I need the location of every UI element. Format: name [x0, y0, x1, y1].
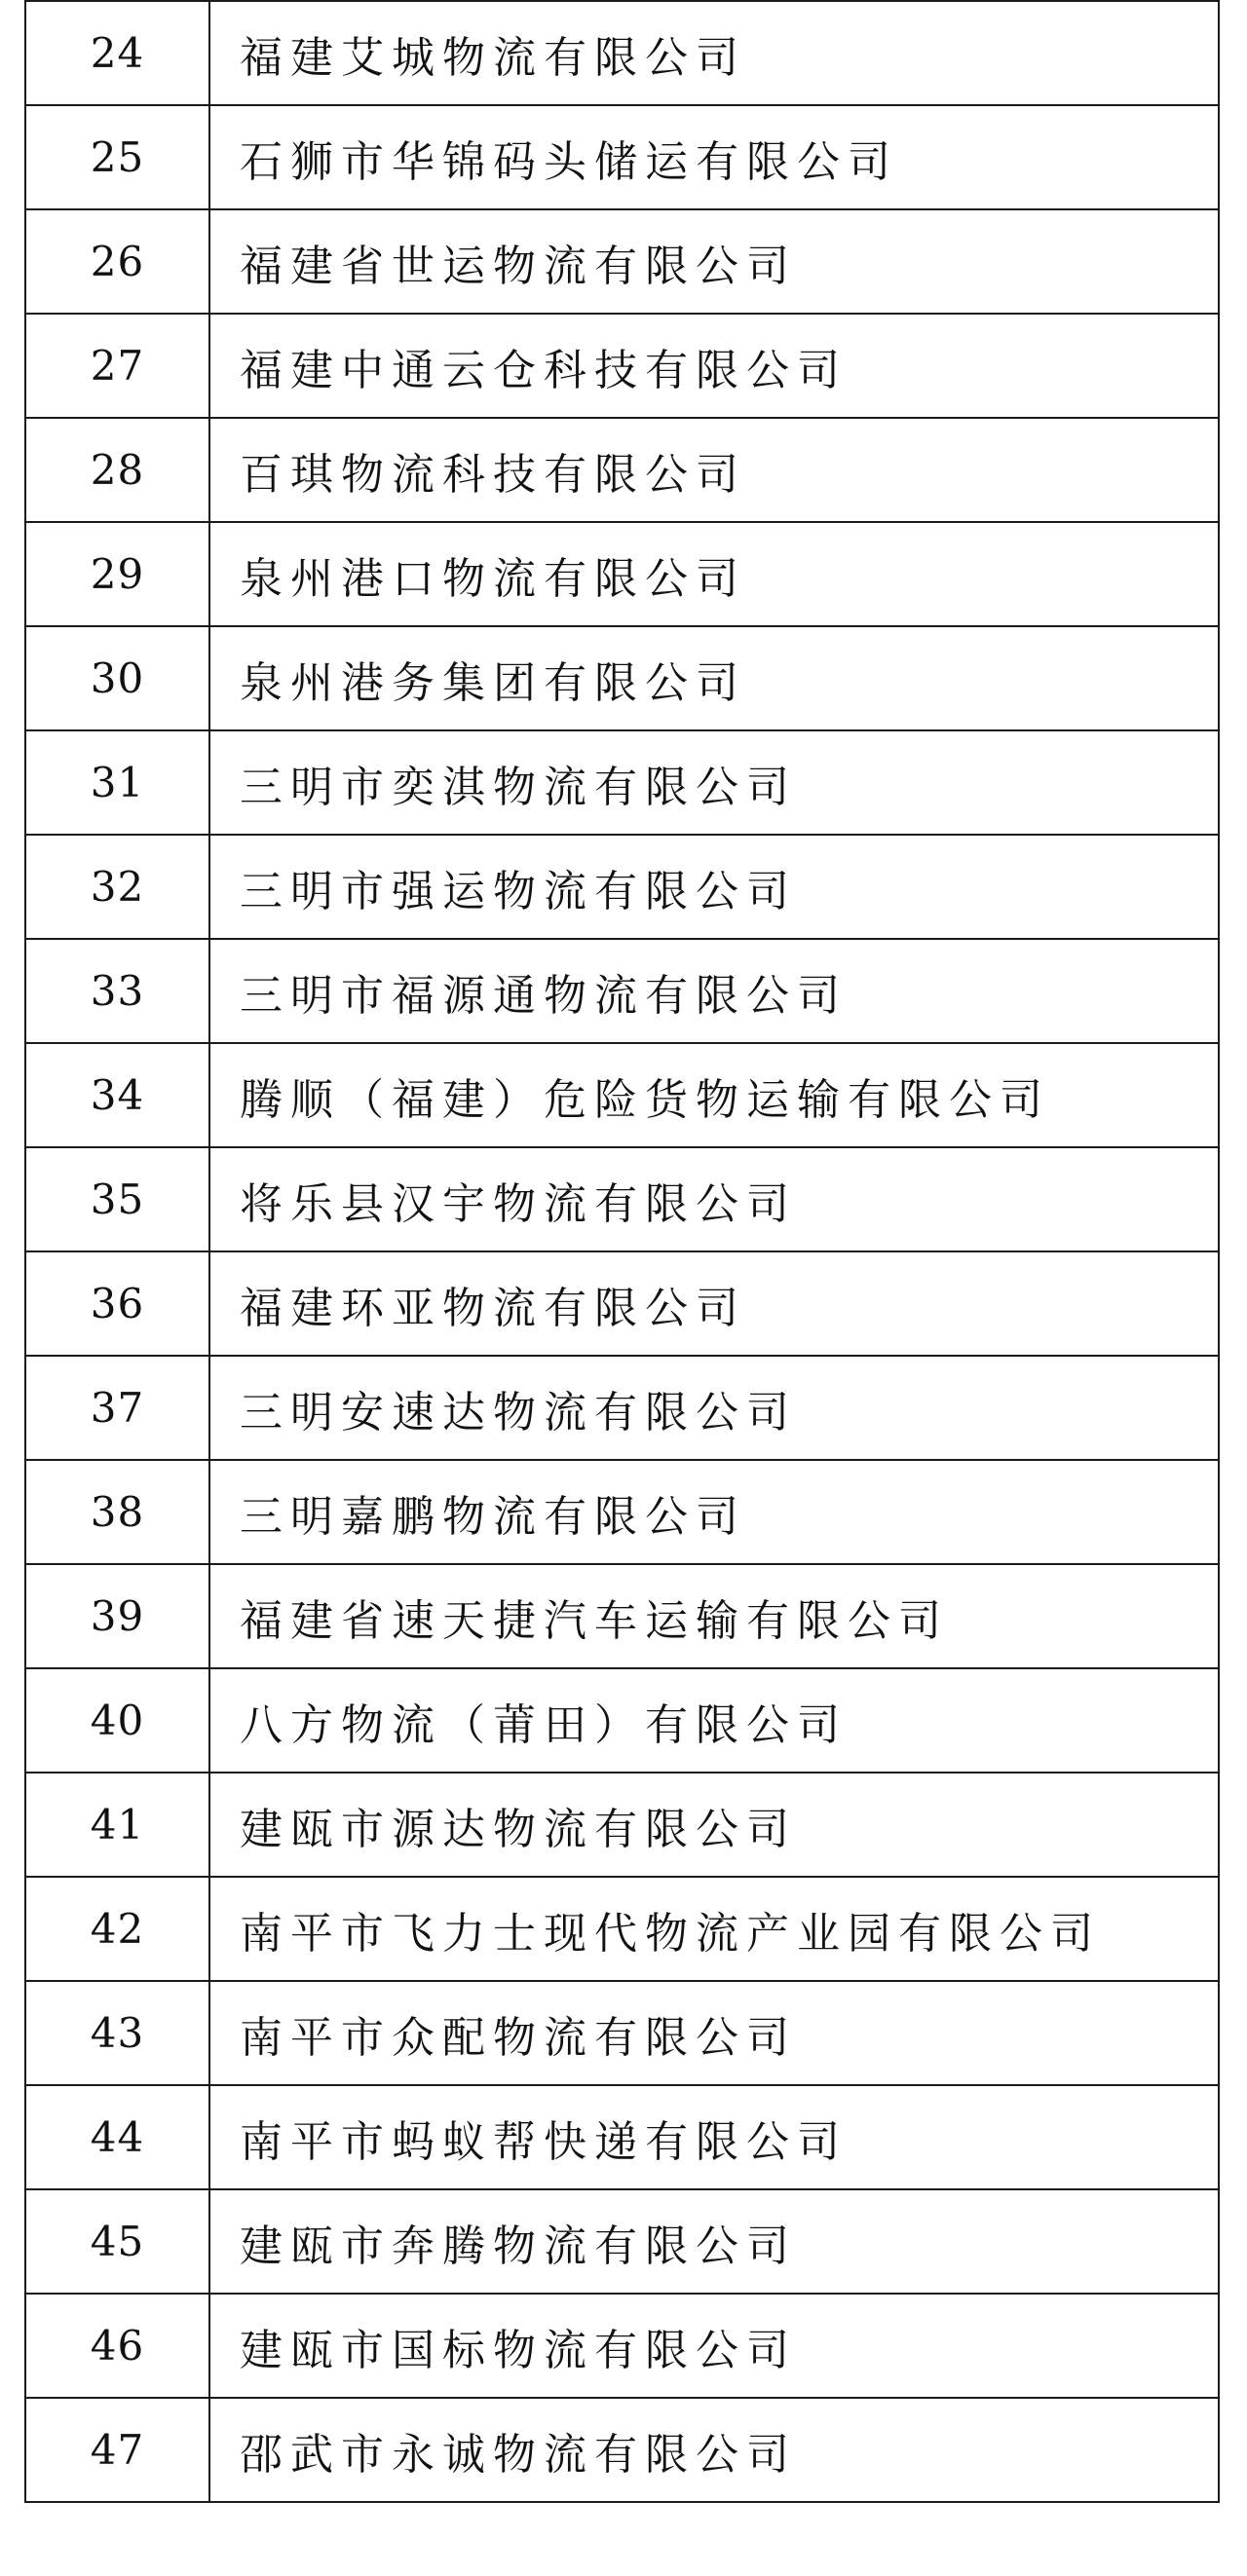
row-number: 47	[25, 2398, 209, 2502]
table-row	[25, 418, 1219, 522]
table-row	[25, 1147, 1219, 1251]
table-row	[25, 1356, 1219, 1460]
row-number: 37	[25, 1356, 209, 1460]
row-number: 36	[25, 1251, 209, 1356]
company-name: 石狮市华锦码头储运有限公司	[209, 105, 1219, 209]
company-name: 腾顺（福建）危险货物运输有限公司	[209, 1043, 1219, 1147]
company-name: 三明市强运物流有限公司	[209, 835, 1219, 939]
table-row	[25, 1564, 1219, 1668]
table-row	[25, 730, 1219, 835]
company-name: 南平市众配物流有限公司	[209, 1981, 1219, 2085]
table-row	[25, 1, 1219, 105]
table-row	[25, 1773, 1219, 1877]
company-name: 将乐县汉宇物流有限公司	[209, 1147, 1219, 1251]
row-number: 30	[25, 626, 209, 730]
row-number: 33	[25, 939, 209, 1043]
company-name: 三明嘉鹏物流有限公司	[209, 1460, 1219, 1564]
row-number: 31	[25, 730, 209, 835]
row-number: 41	[25, 1773, 209, 1877]
company-name: 福建省世运物流有限公司	[209, 209, 1219, 314]
company-name: 八方物流（莆田）有限公司	[209, 1668, 1219, 1773]
row-number: 26	[25, 209, 209, 314]
company-name: 福建省速天捷汽车运输有限公司	[209, 1564, 1219, 1668]
table-row	[25, 1460, 1219, 1564]
table-row	[25, 1043, 1219, 1147]
row-number: 39	[25, 1564, 209, 1668]
row-number: 25	[25, 105, 209, 209]
company-name: 百琪物流科技有限公司	[209, 418, 1219, 522]
company-name: 泉州港口物流有限公司	[209, 522, 1219, 626]
company-name: 南平市蚂蚁帮快递有限公司	[209, 2085, 1219, 2189]
company-name: 三明安速达物流有限公司	[209, 1356, 1219, 1460]
table-row	[25, 105, 1219, 209]
table-row	[25, 2189, 1219, 2294]
row-number: 43	[25, 1981, 209, 2085]
company-name: 三明市福源通物流有限公司	[209, 939, 1219, 1043]
company-table-body	[25, 1, 1219, 2502]
table-row	[25, 939, 1219, 1043]
row-number: 40	[25, 1668, 209, 1773]
row-number: 45	[25, 2189, 209, 2294]
row-number: 42	[25, 1877, 209, 1981]
company-name: 邵武市永诚物流有限公司	[209, 2398, 1219, 2502]
table-row	[25, 835, 1219, 939]
table-row	[25, 626, 1219, 730]
company-name: 南平市飞力士现代物流产业园有限公司	[209, 1877, 1219, 1981]
company-name: 福建中通云仓科技有限公司	[209, 314, 1219, 418]
company-name: 三明市奕淇物流有限公司	[209, 730, 1219, 835]
table-row	[25, 1251, 1219, 1356]
row-number: 32	[25, 835, 209, 939]
company-table	[24, 0, 1220, 2503]
row-number: 28	[25, 418, 209, 522]
row-number: 24	[25, 1, 209, 105]
company-name: 泉州港务集团有限公司	[209, 626, 1219, 730]
company-name: 福建环亚物流有限公司	[209, 1251, 1219, 1356]
table-row	[25, 1877, 1219, 1981]
company-name: 建瓯市奔腾物流有限公司	[209, 2189, 1219, 2294]
table-row	[25, 1981, 1219, 2085]
row-number: 27	[25, 314, 209, 418]
company-name: 福建艾城物流有限公司	[209, 1, 1219, 105]
row-number: 44	[25, 2085, 209, 2189]
row-number: 38	[25, 1460, 209, 1564]
row-number: 29	[25, 522, 209, 626]
table-row	[25, 2085, 1219, 2189]
company-name: 建瓯市源达物流有限公司	[209, 1773, 1219, 1877]
table-row	[25, 1668, 1219, 1773]
table-row	[25, 2398, 1219, 2502]
row-number: 34	[25, 1043, 209, 1147]
table-row	[25, 314, 1219, 418]
table-row	[25, 209, 1219, 314]
row-number: 46	[25, 2294, 209, 2398]
table-row	[25, 522, 1219, 626]
row-number: 35	[25, 1147, 209, 1251]
table-row	[25, 2294, 1219, 2398]
company-name: 建瓯市国标物流有限公司	[209, 2294, 1219, 2398]
